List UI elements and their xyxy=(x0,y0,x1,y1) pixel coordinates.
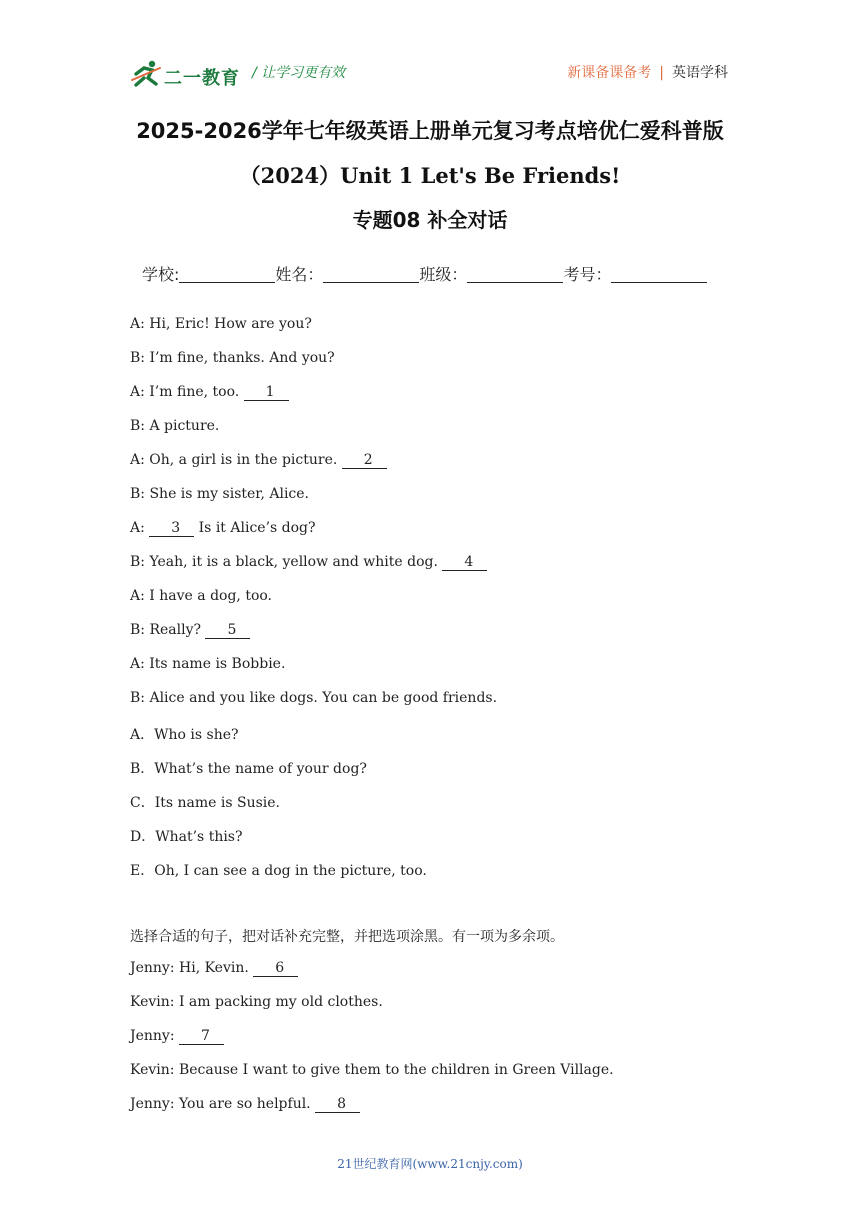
footer-link[interactable]: 21世纪教育网(www.21cnjy.com) xyxy=(337,1157,523,1171)
dialogue-line: B: I’m fine, thanks. And you? xyxy=(130,350,335,366)
student-info xyxy=(142,262,707,285)
dialogue-line: B: Alice and you like dogs. You can be good friends. xyxy=(130,690,498,706)
answer-blank[interactable]: 4 xyxy=(442,555,487,571)
header-subject: 英语学科 xyxy=(672,65,728,81)
dialogue-line: Kevin: I am packing my old clothes. xyxy=(130,994,383,1010)
logo xyxy=(130,58,240,92)
option-item: A．Who is she? xyxy=(130,727,239,743)
answer-blank[interactable]: 6 xyxy=(253,961,298,977)
exam-no-blank[interactable] xyxy=(611,266,707,283)
answer-blank[interactable]: 7 xyxy=(179,1029,224,1045)
header-separator: | xyxy=(659,65,664,81)
class-blank[interactable] xyxy=(467,266,563,283)
dialogue-line: A: I have a dog, too. xyxy=(130,588,273,604)
dialogue-line xyxy=(130,452,387,469)
dialogue-line: B: A picture. xyxy=(130,418,220,434)
answer-blank[interactable]: 3 xyxy=(149,521,194,537)
dialogue-line xyxy=(130,384,289,401)
title-line-2: （2024）Unit 1 Let's Be Friends! xyxy=(239,163,621,188)
option-item: C．Its name is Susie. xyxy=(130,795,280,811)
option-item: B．What’s the name of your dog? xyxy=(130,761,367,777)
exam-no-label: 考号： xyxy=(563,265,612,284)
dialogue-line xyxy=(130,960,298,977)
dialogue-line xyxy=(130,1028,224,1045)
dialogue-line xyxy=(130,622,250,639)
dialogue-text: B: Really? xyxy=(130,622,201,638)
header-right xyxy=(567,62,728,82)
dialogue-text: Jenny: Hi, Kevin. xyxy=(130,960,249,976)
answer-blank[interactable]: 1 xyxy=(244,385,289,401)
title-line-3: 专题08 补全对话 xyxy=(352,208,508,232)
dialogue-line: B: She is my sister, Alice. xyxy=(130,486,309,502)
school-blank[interactable] xyxy=(179,266,275,283)
runner-logo-icon xyxy=(130,58,164,90)
name-label: 姓名： xyxy=(275,265,324,284)
dialogue-line xyxy=(130,1096,360,1113)
page-header xyxy=(130,52,728,92)
school-label: 学校: xyxy=(142,265,180,284)
title-line-1: 2025-2026学年七年级英语上册单元复习考点培优仁爱科普版 xyxy=(136,119,724,143)
dialogue-text: A: Oh, a girl is in the picture. xyxy=(130,452,338,468)
dialogue-text: Is it Alice’s dog? xyxy=(198,520,316,536)
dialogue-line: A: Hi, Eric! How are you? xyxy=(130,316,312,332)
answer-blank[interactable]: 5 xyxy=(205,623,250,639)
dialogue-line xyxy=(130,554,487,571)
name-blank[interactable] xyxy=(323,266,419,283)
option-item: D．What’s this? xyxy=(130,829,243,845)
dialogue-line: A: Its name is Bobbie. xyxy=(130,656,286,672)
dialogue-text: B: Yeah, it is a black, yellow and white dog. xyxy=(130,554,438,570)
logo-text: 二一教育 xyxy=(164,68,240,89)
option-item: E．Oh, I can see a dog in the picture, too. xyxy=(130,863,427,879)
dialogue-line xyxy=(130,520,316,537)
slogan: / 让学习更有效 xyxy=(252,65,346,81)
class-label: 班级： xyxy=(419,265,468,284)
answer-blank[interactable]: 2 xyxy=(342,453,387,469)
dialogue-text: A: xyxy=(130,520,145,536)
dialogue-text: Jenny: You are so helpful. xyxy=(130,1096,311,1112)
dialogue-text: Jenny: xyxy=(130,1028,175,1044)
dialogue-text: A: I’m fine, too. xyxy=(130,384,240,400)
header-category: 新课备课备考 xyxy=(567,65,652,81)
dialogue-line: Kevin: Because I want to give them to the children in Green Village. xyxy=(130,1062,614,1078)
section-instruction: 选择合适的句子，把对话补充完整，并把选项涂黑。有一项为多余项。 xyxy=(130,929,564,945)
answer-blank[interactable]: 8 xyxy=(315,1097,360,1113)
